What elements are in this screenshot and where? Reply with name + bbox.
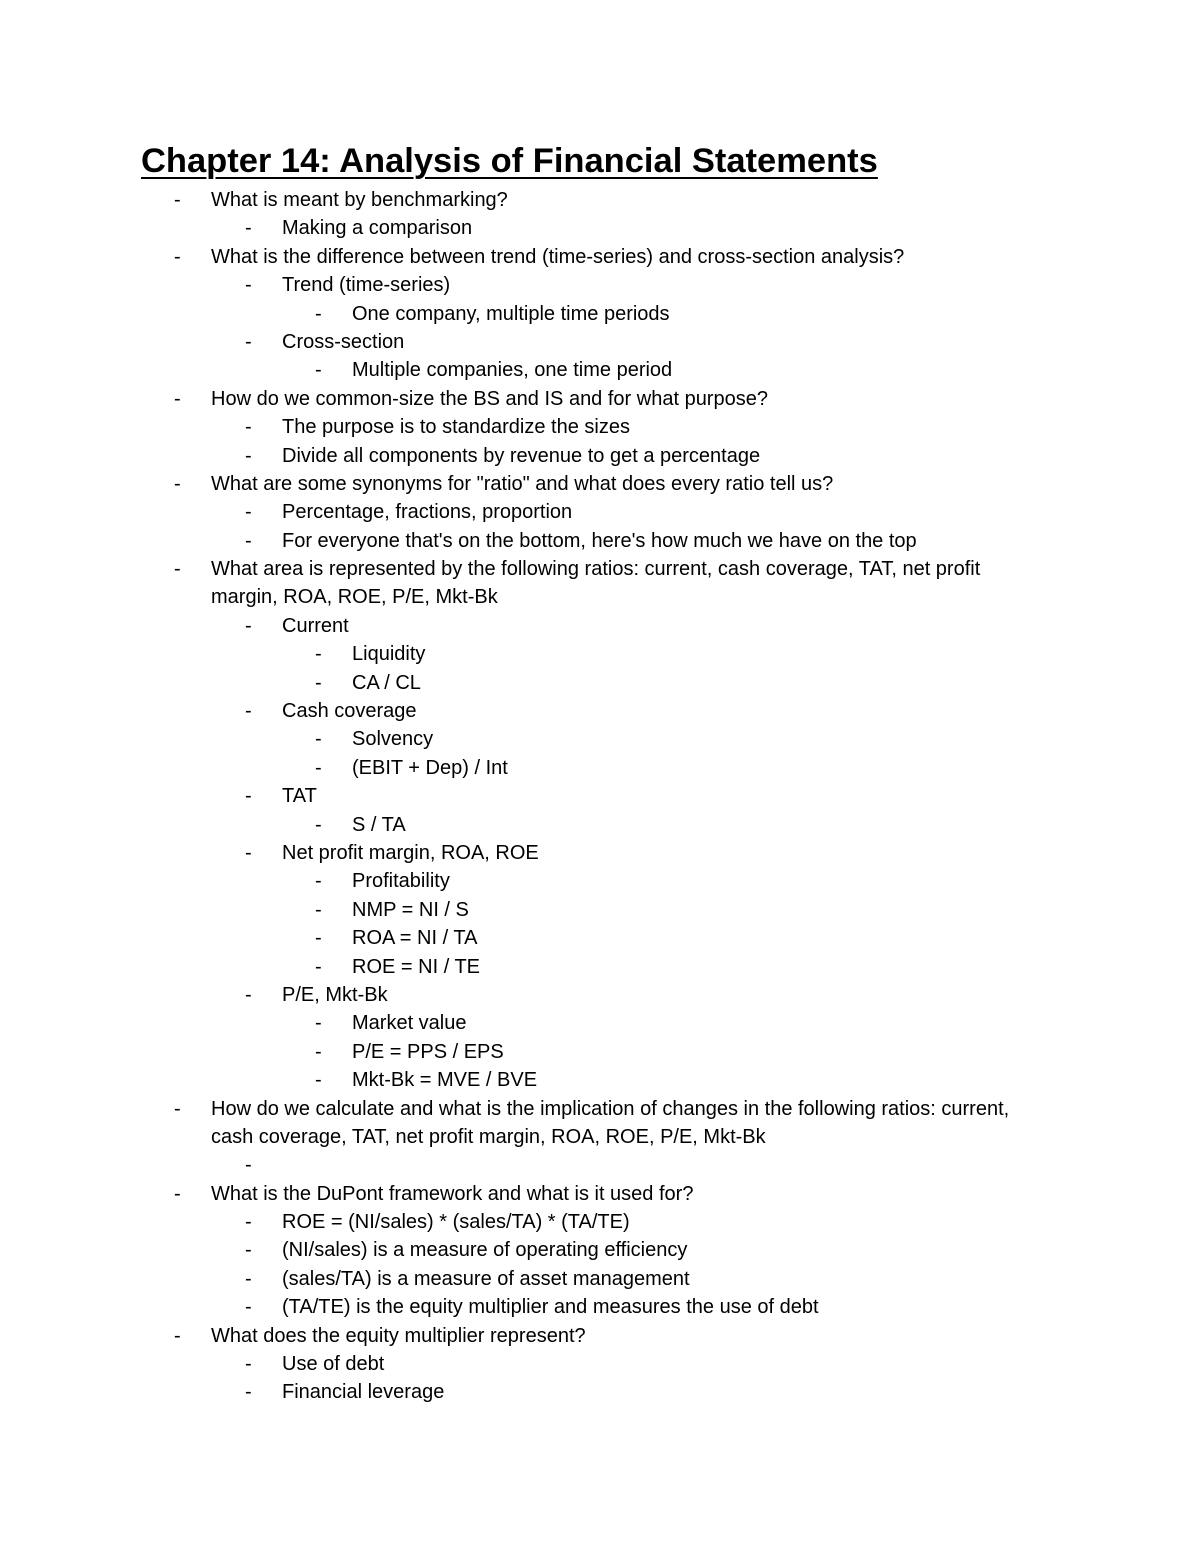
- bullet-dash: -: [315, 728, 322, 751]
- outline-item-text: ROE = (NI/sales) * (sales/TA) * (TA/TE): [282, 1211, 630, 1234]
- bullet-dash: -: [245, 274, 252, 297]
- bullet-dash: -: [174, 1324, 181, 1347]
- outline-item-text: (EBIT + Dep) / Int: [352, 756, 508, 779]
- bullet-dash: -: [245, 614, 252, 637]
- outline-item-level-2: [0, 413, 1200, 441]
- outline-item-level-1: [0, 1180, 1200, 1208]
- bullet-dash: -: [315, 302, 322, 325]
- outline-item-level-2: [0, 697, 1200, 725]
- outline-item-level-3: [0, 640, 1200, 668]
- bullet-dash: -: [315, 927, 322, 950]
- outline-item-level-3: [0, 754, 1200, 782]
- bullet-dash: -: [245, 416, 252, 439]
- outline-item-level-2: [0, 527, 1200, 555]
- outline-item-level-2: [0, 214, 1200, 242]
- outline-item-text: For everyone that's on the bottom, here's how much we have on the top: [282, 529, 917, 552]
- outline-item-level-2: [0, 442, 1200, 470]
- bullet-dash: -: [315, 1069, 322, 1092]
- outline-item-text: Market value: [352, 1012, 467, 1035]
- outline-item-text: Making a comparison: [282, 217, 473, 240]
- bullet-dash: -: [174, 189, 181, 211]
- outline-item-text: How do we calculate and what is the implication of changes in the following ratios: current, cash coverage, TAT, net profit margin, ROA, ROE, P/E, Mkt-Bk: [211, 1097, 1010, 1148]
- bullet-dash: -: [174, 1097, 181, 1120]
- outline-item-level-2: [0, 498, 1200, 526]
- outline-item-level-2: [0, 782, 1200, 810]
- outline-item-level-1: [0, 555, 1200, 612]
- outline-item-text: Cross-section: [282, 330, 405, 353]
- bullet-dash: -: [245, 1381, 252, 1404]
- bullet-dash: -: [315, 1040, 322, 1063]
- outline-item-text: Solvency: [352, 728, 434, 751]
- outline-item-level-2: [0, 1350, 1200, 1378]
- bullet-dash: -: [315, 1012, 322, 1035]
- outline-item-level-3: [0, 1038, 1200, 1066]
- outline-item-text: What does the equity multiplier represent?: [211, 1324, 586, 1347]
- outline-item-level-1: [0, 385, 1200, 413]
- outline-item-level-2: [0, 839, 1200, 867]
- outline-item-text: Percentage, fractions, proportion: [282, 501, 573, 524]
- outline-item-text: What is meant by benchmarking?: [211, 189, 508, 211]
- outline-item-level-1: [0, 1095, 1200, 1152]
- bullet-dash: -: [174, 387, 181, 410]
- bullet-dash: -: [245, 1211, 252, 1234]
- outline-item-level-2: [0, 1208, 1200, 1236]
- outline-item-text: One company, multiple time periods: [352, 302, 670, 325]
- bullet-dash: -: [315, 643, 322, 666]
- outline-item-level-2: [0, 1293, 1200, 1321]
- bullet-dash: -: [245, 842, 252, 864]
- outline-item-text: Divide all components by revenue to get a percentage: [282, 444, 761, 467]
- outline-item-text: Trend (time-series): [282, 274, 451, 297]
- bullet-dash: -: [174, 472, 181, 495]
- bullet-dash: -: [245, 700, 252, 723]
- bullet-dash: -: [245, 529, 252, 552]
- outline-item-level-3: [0, 811, 1200, 839]
- bullet-dash: -: [315, 756, 322, 779]
- outline-item-level-2: [0, 612, 1200, 640]
- outline-item-text: Use of debt: [282, 1353, 385, 1376]
- outline-item-text: (sales/TA) is a measure of asset management: [282, 1267, 690, 1290]
- outline-item-text: ROE = NI / TE: [352, 955, 480, 978]
- bullet-dash: -: [245, 1296, 252, 1319]
- bullet-dash: -: [245, 1239, 252, 1262]
- outline-item-level-1: [0, 243, 1200, 271]
- outline-item-text: Financial leverage: [282, 1381, 445, 1404]
- bullet-dash: -: [245, 983, 252, 1006]
- outline-item-text: Multiple companies, one time period: [352, 359, 673, 382]
- outline-item-text: S / TA: [352, 813, 406, 836]
- outline-item-text: What are some synonyms for "ratio" and what does every ratio tell us?: [211, 472, 834, 495]
- outline-item-text: CA / CL: [352, 671, 421, 694]
- bullet-dash: -: [245, 785, 252, 808]
- outline-item-text: Net profit margin, ROA, ROE: [282, 842, 539, 864]
- outline-item-text: Profitability: [352, 870, 450, 893]
- bullet-dash: -: [245, 217, 252, 240]
- outline-item-level-3: [0, 896, 1200, 924]
- outline-item-level-2: [0, 1265, 1200, 1293]
- bullet-dash: -: [315, 898, 322, 921]
- bullet-dash: -: [174, 245, 181, 268]
- outline-item-text: What area is represented by the following ratios: current, cash coverage, TAT, net profit margin, ROA, ROE, P/E, Mkt-Bk: [211, 558, 981, 609]
- bullet-dash: -: [315, 870, 322, 893]
- outline-item-level-1: [0, 1322, 1200, 1350]
- outline-item-level-3: [0, 1066, 1200, 1094]
- outline-item-text: What is the difference between trend (time-series) and cross-section analysis?: [211, 245, 905, 268]
- outline-item-text: ROA = NI / TA: [352, 927, 478, 950]
- outline-item-level-3: [0, 953, 1200, 981]
- outline-item-text: TAT: [282, 785, 317, 808]
- bullet-dash: -: [174, 558, 181, 581]
- outline-item-text: NMP = NI / S: [352, 898, 469, 921]
- bullet-dash: -: [315, 813, 322, 836]
- outline-item-text: The purpose is to standardize the sizes: [282, 416, 630, 439]
- page-title: Chapter 14: Analysis of Financial Statements: [141, 142, 878, 180]
- outline-item-level-2: [0, 981, 1200, 1009]
- outline-item-text: (NI/sales) is a measure of operating efficiency: [282, 1239, 688, 1262]
- bullet-dash: -: [245, 444, 252, 467]
- outline-item-level-1: [0, 470, 1200, 498]
- outline-item-text: (TA/TE) is the equity multiplier and measures the use of debt: [282, 1296, 819, 1319]
- outline-item-level-2: [0, 1378, 1200, 1406]
- outline-item-text: How do we common-size the BS and IS and for what purpose?: [211, 387, 768, 410]
- outline-item-text: P/E = PPS / EPS: [352, 1040, 504, 1063]
- outline-item-text: Current: [282, 614, 349, 637]
- outline-item-level-2: [0, 1236, 1200, 1264]
- bullet-dash: -: [245, 1267, 252, 1290]
- bullet-dash: -: [315, 359, 322, 382]
- outline-item-level-3: [0, 924, 1200, 952]
- outline-item-text: Mkt-Bk = MVE / BVE: [352, 1069, 538, 1092]
- outline-item-level-1: [0, 186, 1200, 214]
- outline-item-text: Cash coverage: [282, 700, 417, 723]
- outline-item-level-2: [0, 328, 1200, 356]
- bullet-dash: -: [245, 1154, 252, 1177]
- bullet-dash: -: [315, 955, 322, 978]
- bullet-dash: -: [245, 501, 252, 524]
- outline-item-text: P/E, Mkt-Bk: [282, 983, 388, 1006]
- outline-item-level-3: [0, 867, 1200, 895]
- bullet-dash: -: [315, 671, 322, 694]
- outline-item-level-2: [0, 271, 1200, 299]
- outline-item-level-2: [0, 1151, 1200, 1179]
- bullet-dash: -: [245, 1353, 252, 1376]
- outline-item-level-3: [0, 725, 1200, 753]
- outline-item-text: Liquidity: [352, 643, 426, 666]
- outline-item-level-3: [0, 300, 1200, 328]
- bullet-dash: -: [174, 1182, 181, 1205]
- outline-item-text: What is the DuPont framework and what is it used for?: [211, 1182, 694, 1205]
- notes-outline: [0, 186, 1200, 1407]
- bullet-dash: -: [245, 330, 252, 353]
- outline-item-level-3: [0, 669, 1200, 697]
- outline-item-level-3: [0, 356, 1200, 384]
- outline-item-level-3: [0, 1009, 1200, 1037]
